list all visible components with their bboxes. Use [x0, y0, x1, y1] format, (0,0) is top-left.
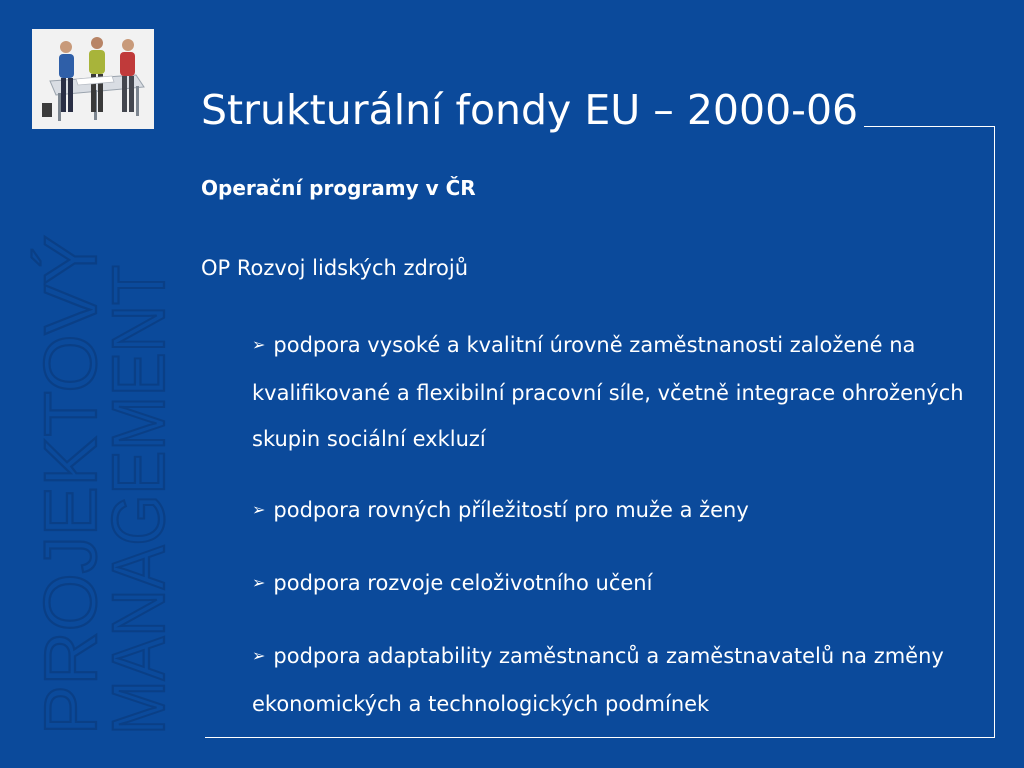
bullet-text: podpora rovných příležitostí pro muže a ženy	[273, 498, 749, 522]
program-name: OP Rozvoj lidských zdrojů	[201, 256, 469, 280]
team-at-table-icon	[32, 29, 154, 129]
brand-line-1: PROJEKTOVÝ	[29, 238, 112, 735]
slide-title: Strukturální fondy EU – 2000-06	[201, 82, 864, 138]
bullet-item	[252, 633, 987, 727]
bullet-list	[252, 322, 987, 752]
arrow-bullet-icon: ➢	[252, 335, 266, 354]
vertical-branding	[18, 204, 180, 750]
bullet-text: podpora rozvoje celoživotního učení	[273, 571, 653, 595]
arrow-bullet-icon: ➢	[252, 500, 266, 519]
bullet-text: podpora adaptability zaměstnanců a zaměstnavatelů na změny ekonomických a technologických podmínek	[252, 644, 944, 716]
bullet-text: podpora vysoké a kvalitní úrovně zaměstnanosti založené na kvalifikované a flexibilní pracovní síle, včetně integrace ohrožených skupin sociální exkluzí	[252, 333, 964, 451]
slide-subtitle: Operační programy v ČR	[201, 176, 476, 200]
arrow-bullet-icon: ➢	[252, 573, 266, 592]
arrow-bullet-icon: ➢	[252, 646, 266, 665]
bullet-item	[252, 560, 987, 608]
brand-line-2: MANAGEMENT	[97, 204, 180, 735]
bullet-item	[252, 487, 987, 535]
bullet-item	[252, 322, 987, 462]
